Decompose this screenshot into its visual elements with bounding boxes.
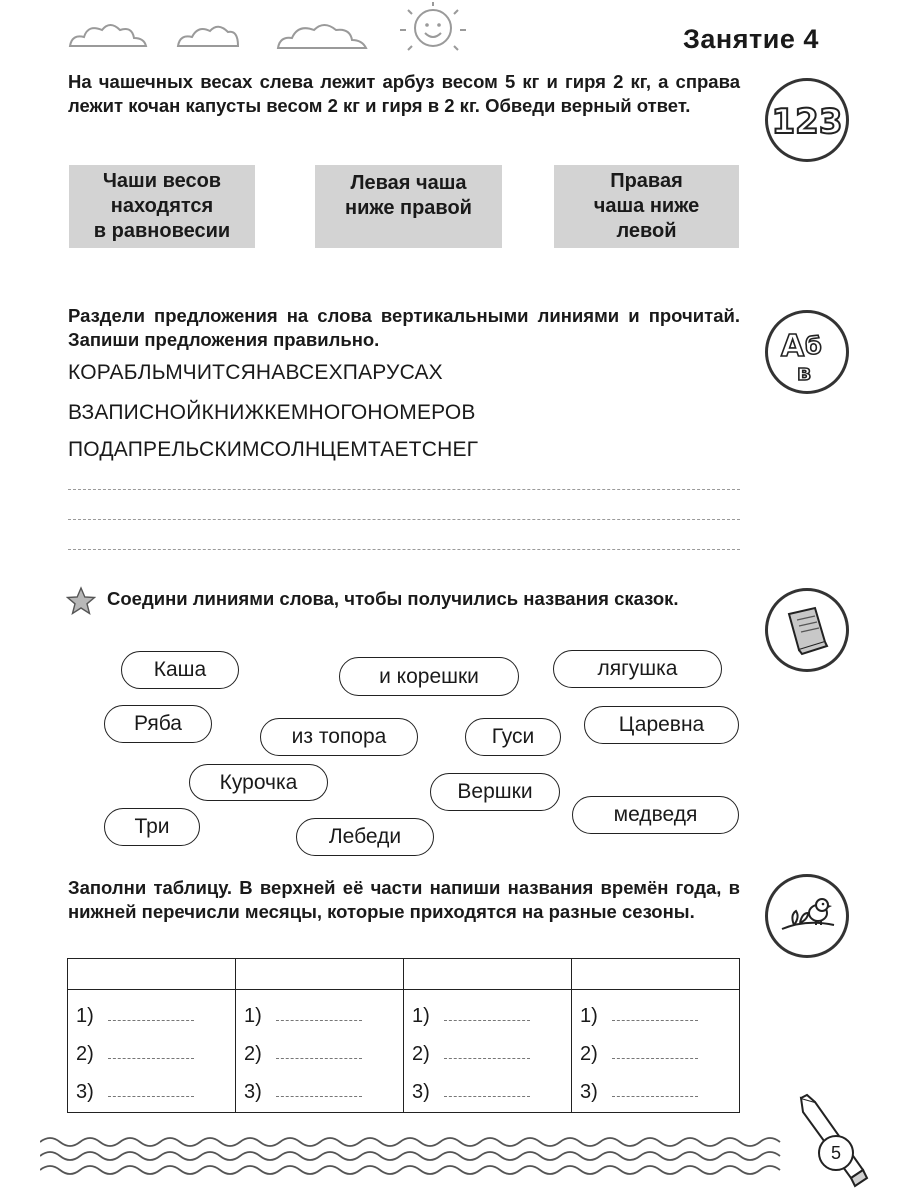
entry-number: 2)	[76, 1043, 94, 1065]
entry-number: 2)	[412, 1043, 430, 1065]
entry-number: 3)	[244, 1081, 262, 1103]
option-left-lower[interactable]	[315, 165, 502, 248]
word-card[interactable]: медведя	[572, 796, 739, 834]
wave-decoration-icon	[40, 1130, 800, 1180]
option-balance[interactable]	[69, 165, 255, 248]
season-name-cell[interactable]	[68, 959, 236, 990]
option-line: ниже правой	[345, 197, 472, 219]
month-entry[interactable]	[404, 1028, 571, 1066]
word-card[interactable]: Каша	[121, 651, 239, 689]
month-entry[interactable]	[404, 1066, 571, 1104]
entry-number: 3)	[580, 1081, 598, 1103]
svg-text:в: в	[797, 361, 811, 384]
month-entry[interactable]	[68, 1066, 235, 1104]
months-cell[interactable]	[404, 990, 572, 1113]
sentence-line: ПОДАПРЕЛЬСКИМСОЛНЦЕМТАЕТСНЕГ	[68, 438, 479, 461]
entry-number: 3)	[76, 1081, 94, 1103]
month-entry[interactable]	[68, 990, 235, 1028]
entry-number: 1)	[76, 1005, 94, 1027]
word-card[interactable]: Курочка	[189, 764, 328, 801]
month-entry[interactable]	[404, 990, 571, 1028]
word-card[interactable]: и корешки	[339, 657, 519, 696]
months-cell[interactable]	[68, 990, 236, 1113]
month-entry[interactable]	[572, 1028, 739, 1066]
word-card[interactable]: Ряба	[104, 705, 212, 743]
page-number: 5	[818, 1135, 854, 1171]
entry-number: 1)	[580, 1005, 598, 1027]
writing-line[interactable]	[68, 489, 740, 490]
entry-number: 2)	[244, 1043, 262, 1065]
season-name-cell[interactable]	[404, 959, 572, 990]
entry-number: 3)	[412, 1081, 430, 1103]
book-icon	[765, 588, 849, 672]
word-card[interactable]: из топора	[260, 718, 418, 756]
writing-line[interactable]	[68, 549, 740, 550]
option-line: находятся	[110, 195, 214, 217]
month-entry[interactable]	[236, 1066, 403, 1104]
month-entry[interactable]	[572, 990, 739, 1028]
table-row	[68, 990, 740, 1113]
months-cell[interactable]	[572, 990, 740, 1113]
word-card[interactable]: Лебеди	[296, 818, 434, 856]
svg-text:б: б	[805, 332, 822, 360]
month-entry[interactable]	[572, 1066, 739, 1104]
letters-abv-icon	[765, 310, 849, 394]
word-card[interactable]: Царевна	[584, 706, 739, 744]
season-name-cell[interactable]	[572, 959, 740, 990]
seasons-table	[67, 958, 740, 1113]
option-line: левой	[616, 220, 677, 242]
svg-text:А: А	[781, 329, 805, 364]
month-entry[interactable]	[68, 1028, 235, 1066]
word-card[interactable]: Вершки	[430, 773, 560, 811]
star-icon	[66, 586, 96, 616]
sun-icon	[388, 0, 478, 62]
option-line: Чаши весов	[102, 170, 222, 192]
entry-number: 2)	[580, 1043, 598, 1065]
bird-on-branch-icon	[765, 874, 849, 958]
word-card[interactable]: лягушка	[553, 650, 722, 688]
season-name-cell[interactable]	[236, 959, 404, 990]
task1-text: На чашечных весах слева лежит арбуз весом 5 кг и гиря 2 кг, а справа лежит кочан капусты весом 2 кг и гиря в 2 кг. Обведи верный ответ.	[68, 71, 740, 116]
sentence-line: КОРАБЛЬМЧИТСЯНАВСЕХПАРУСАХ	[68, 361, 443, 384]
option-line: Правая	[610, 170, 683, 192]
sentence-line: ВЗАПИСНОЙКНИЖКЕМНОГОНОМЕРОВ	[68, 401, 476, 424]
word-card[interactable]: Гуси	[465, 718, 561, 756]
writing-line[interactable]	[68, 519, 740, 520]
word-card[interactable]: Три	[104, 808, 200, 846]
option-right-lower[interactable]	[554, 165, 739, 248]
clouds-decoration-icon	[66, 10, 376, 55]
task4-text: Заполни таблицу. В верхней её части напиши названия времён года, в нижней перечисли месяцы, которые приходятся на разные сезоны.	[68, 877, 740, 922]
option-line: чаша ниже	[593, 195, 700, 217]
entry-number: 1)	[244, 1005, 262, 1027]
option-line: в равновесии	[93, 220, 231, 242]
lesson-title: Занятие 4	[683, 24, 819, 54]
months-cell[interactable]	[236, 990, 404, 1113]
task2-text: Раздели предложения на слова вертикальными линиями и прочитай. Запиши предложения правильно.	[68, 305, 740, 350]
month-entry[interactable]	[236, 1028, 403, 1066]
month-entry[interactable]	[236, 990, 403, 1028]
svg-text:123: 123	[772, 102, 842, 142]
entry-number: 1)	[412, 1005, 430, 1027]
table-row	[68, 959, 740, 990]
numbers-123-icon	[765, 78, 849, 162]
task3-text: Соедини линиями слова, чтобы получились названия сказок.	[107, 588, 679, 609]
option-line: Левая чаша	[350, 172, 467, 194]
